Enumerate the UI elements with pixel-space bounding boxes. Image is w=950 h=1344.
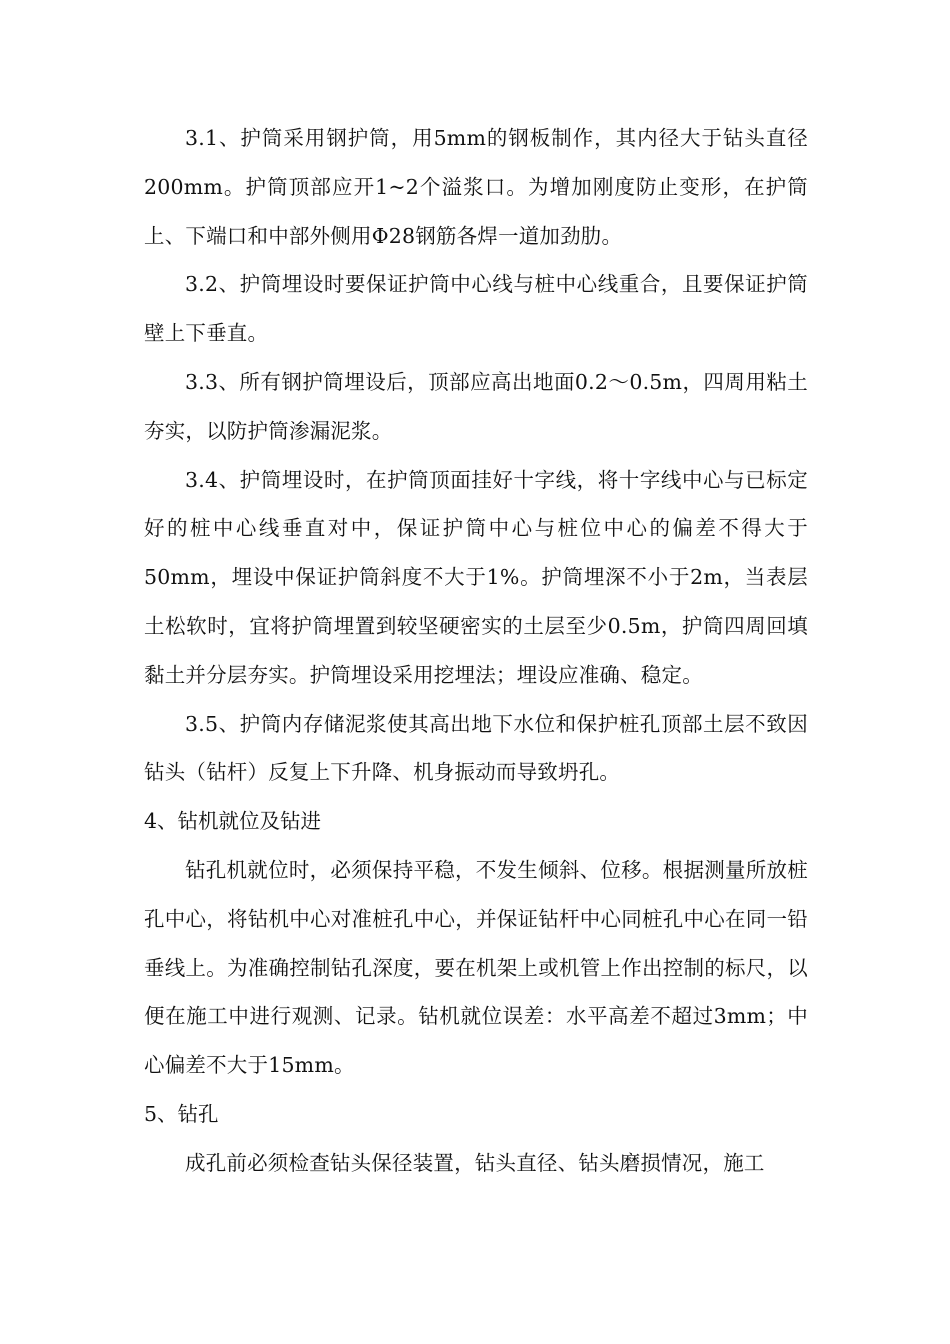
section-5-body: 成孔前必须检查钻头保径装置，钻头直径、钻头磨损情况，施工 — [185, 1150, 765, 1175]
paragraph-3-1: 3.1、护筒采用钢护筒，用5mm的钢板制作，其内径大于钻头直径200mm。护筒顶部应开1~2个溢浆口。为增加刚度防止变形，在护筒上、下端口和中部外侧用Φ28钢筋各焊一道加劲肋。 — [144, 126, 808, 248]
section-4-heading: 4、钻机就位及钻进 — [144, 809, 322, 834]
paragraph-3-5: 3.5、护筒内存储泥浆使其高出地下水位和保护桩孔顶部土层不致因钻头（钻杆）反复上下升降、机身振动而导致坍孔。 — [144, 711, 808, 785]
paragraph-3-4: 3.4、护筒埋设时，在护筒顶面挂好十字线，将十字线中心与已标定好的桩中心线垂直对中，保证护筒中心与桩位中心的偏差不得大于50mm，埋设中保证护筒斜度不大于1%。护筒埋深不小于2m，当表层土松软时，宜将护筒埋置到较坚硬密实的土层至少0.5m，护筒四周回填黏土并分层夯实。护筒埋设采用挖埋法；埋设应准确、稳定。 — [144, 467, 808, 687]
section-5-heading: 5、钻孔 — [144, 1101, 219, 1126]
paragraph-3-3: 3.3、所有钢护筒埋设后，顶部应高出地面0.2～0.5m，四周用粘土夯实，以防护筒渗漏泥浆。 — [144, 369, 808, 443]
paragraph-3-2: 3.2、护筒埋设时要保证护筒中心线与桩中心线重合，且要保证护筒壁上下垂直。 — [144, 272, 808, 346]
document-body — [144, 114, 808, 1188]
section-4-body: 钻孔机就位时，必须保持平稳，不发生倾斜、位移。根据测量所放桩孔中心，将钻机中心对准桩孔中心，并保证钻杆中心同桩孔中心在同一铅垂线上。为准确控制钻孔深度，要在机架上或机管上作出控制的标尺，以便在施工中进行观测、记录。钻机就位误差：水平高差不超过3mm；中心偏差不大于15mm。 — [144, 857, 808, 1078]
